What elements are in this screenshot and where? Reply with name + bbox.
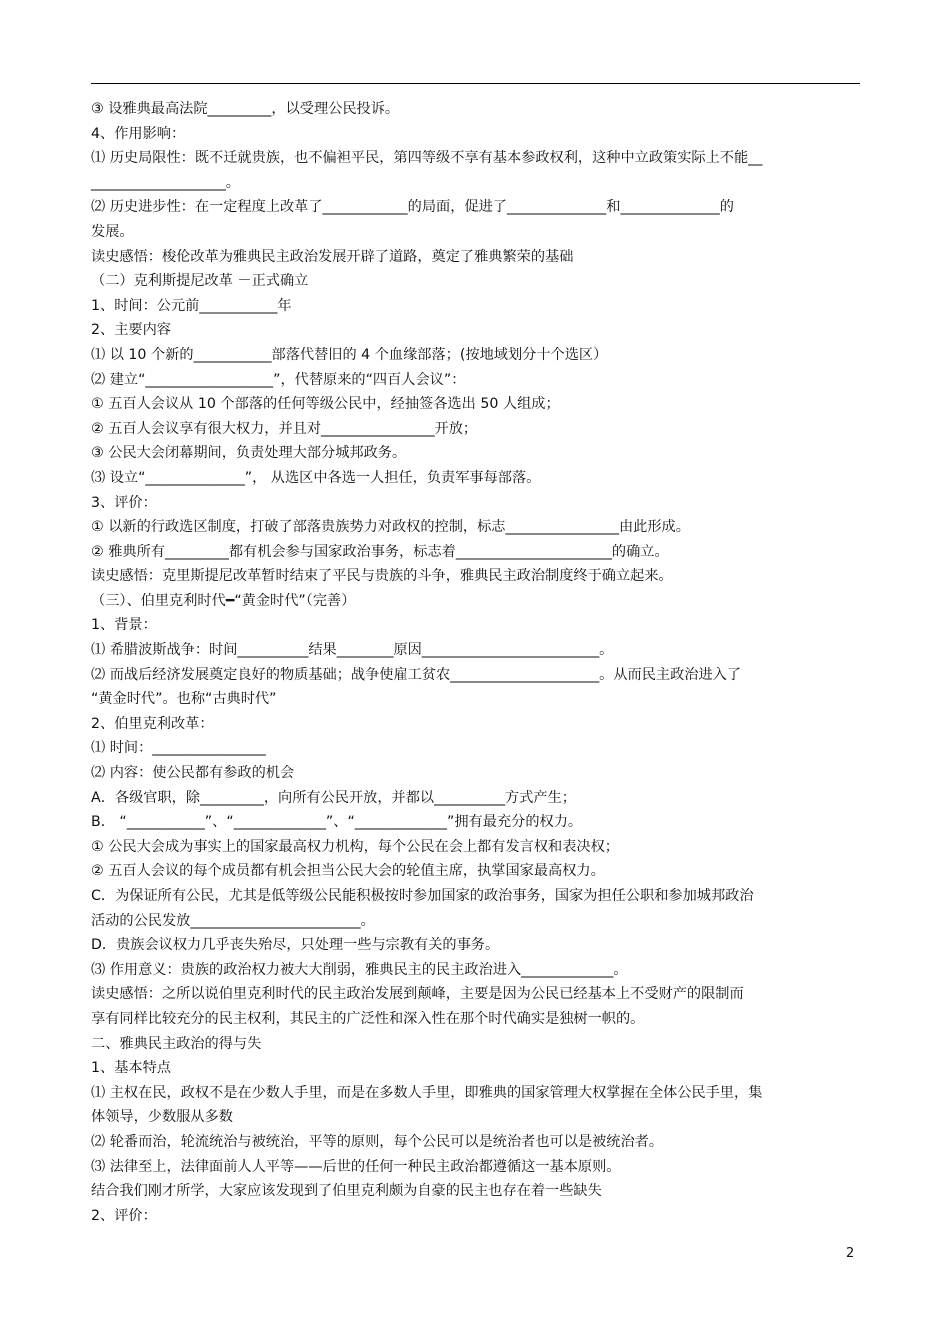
- text-line: ③ 公民大会闭幕期间，负责处理大部分城邦政务。: [91, 445, 407, 462]
- text-line: 享有同样比较充分的民主权利，其民主的广泛性和深入性在那个时代确实是独树一帜的。: [91, 1010, 645, 1027]
- text-line: ⑶ 设立“______________”， 从选区中各选一人担任，负责军事每部落。: [91, 469, 541, 486]
- text-line: ⑶ 作用意义：贵族的政治权力被大大削弱，雅典民主的民主政治进入_____________。: [91, 961, 628, 978]
- text-line: 活动的公民发放________________________。: [91, 912, 375, 929]
- text-line: ① 公民大会成为事实上的国家最高权力机构，每个公民在会上都有发言权和表决权；: [91, 838, 619, 855]
- text-line: 1、时间：公元前___________年: [91, 297, 292, 314]
- text-line: ① 以新的行政选区制度，打破了部落贵族势力对政权的控制，标志________________由此形成。: [91, 519, 690, 536]
- text-line: ① 五百人会议从 10 个部落的任何等级公民中，经抽签各选出 50 人组成；: [91, 396, 560, 413]
- text-line: ___________________。: [91, 174, 240, 191]
- text-line: ② 五百人会议享有很大权力，并且对________________开放；: [91, 420, 478, 437]
- text-line: 发展。: [91, 223, 134, 240]
- text-line: ⑵ 轮番而治，轮流统治与被统治，平等的原则，每个公民可以是统治者也可以是被统治者。: [91, 1133, 664, 1150]
- text-line: 4、作用影响：: [91, 125, 186, 142]
- text-line: ② 雅典所有_________都有机会参与国家政治事务，标志着______________________的确立。: [91, 543, 669, 560]
- text-line: ⑴ 希腊波斯战争：时间__________结果________原因_________________________。: [91, 642, 614, 659]
- text-line: ⑵ 建立“__________________”，代替原来的“四百人会议”：: [91, 371, 466, 388]
- text-line: ⑶ 法律至上，法律面前人人平等——后世的任何一种民主政治都遵循这一基本原则。: [91, 1158, 621, 1175]
- text-line: ⑴ 时间：________________: [91, 740, 266, 757]
- text-line: “黄金时代”。也称“古典时代”: [91, 691, 277, 708]
- text-line: 3、评价：: [91, 494, 157, 511]
- text-line: A．各级官职，除_________，向所有公民开放，并都以__________方式产生；: [91, 789, 576, 806]
- text-line: 2、主要内容: [91, 322, 171, 339]
- text-line: 1、基本特点: [91, 1060, 171, 1077]
- text-line: ⑴ 主权在民，政权不是在少数人手里，而是在多数人手里，即雅典的国家管理大权掌握在全体公民手里，集: [91, 1084, 763, 1101]
- text-line: ⑵ 内容：使公民都有参政的机会: [91, 765, 295, 782]
- text-line: 1、背景：: [91, 617, 157, 634]
- text-line: （二）克利斯提尼改革 －正式确立: [91, 273, 309, 290]
- text-line: 读史感悟：之所以说伯里克利时代的民主政治发展到颠峰，主要是因为公民已经基本上不受财产的限制而: [91, 986, 744, 1003]
- text-line: 2、评价：: [91, 1207, 157, 1224]
- text-line: ⑴ 历史局限性：既不迁就贵族，也不偏袒平民，第四等级不享有基本参政权利，这种中立政策实际上不能__: [91, 150, 763, 167]
- text-line: 结合我们刚才所学，大家应该发现到了伯里克利颇为自豪的民主也存在着一些缺失: [91, 1183, 602, 1200]
- text-line: B． “___________”、“_____________”、“_____________”拥有最充分的权力。: [91, 814, 583, 831]
- text-line: D．贵族会议权力几乎丧失殆尽，只处理一些与宗教有关的事务。: [91, 937, 500, 954]
- text-line: ⑴ 以 10 个新的___________部落代替旧的 4 个血缘部落；(按地域划分十个选区）: [91, 346, 608, 363]
- text-line: ⑵ 历史进步性：在一定程度上改革了____________的局面，促进了______________和______________的: [91, 199, 734, 216]
- text-line: ⑵ 而战后经济发展奠定良好的物质基础；战争使雇工贫农_____________________。从而民主政治进入了: [91, 666, 742, 683]
- text-line: 二、雅典民主政治的得与失: [91, 1035, 262, 1052]
- document-body: [91, 97, 860, 1228]
- page-number: 2: [846, 1246, 855, 1261]
- text-line: C．为保证所有公民，尤其是低等级公民能积极按时参加国家的政治事务，国家为担任公职和参加城邦政治: [91, 888, 754, 904]
- text-line: 读史感悟：克里斯提尼改革暂时结束了平民与贵族的斗争，雅典民主政治制度终于确立起来。: [91, 568, 673, 585]
- text-line: ② 五百人会议的每个成员都有机会担当公民大会的轮值主席，执掌国家最高权力。: [91, 863, 605, 880]
- text-line: 2、伯里克利改革：: [91, 715, 214, 732]
- text-line: ③ 设雅典最高法院_________，以受理公民投诉。: [91, 101, 400, 117]
- text-line: （三）、伯里克利时代━“黄金时代”（完善）: [91, 592, 356, 609]
- header-rule: [91, 83, 860, 84]
- text-line: 体领导，少数服从多数: [91, 1109, 233, 1126]
- text-line: 读史感悟：梭伦改革为雅典民主政治发展开辟了道路，奠定了雅典繁荣的基础: [91, 248, 574, 265]
